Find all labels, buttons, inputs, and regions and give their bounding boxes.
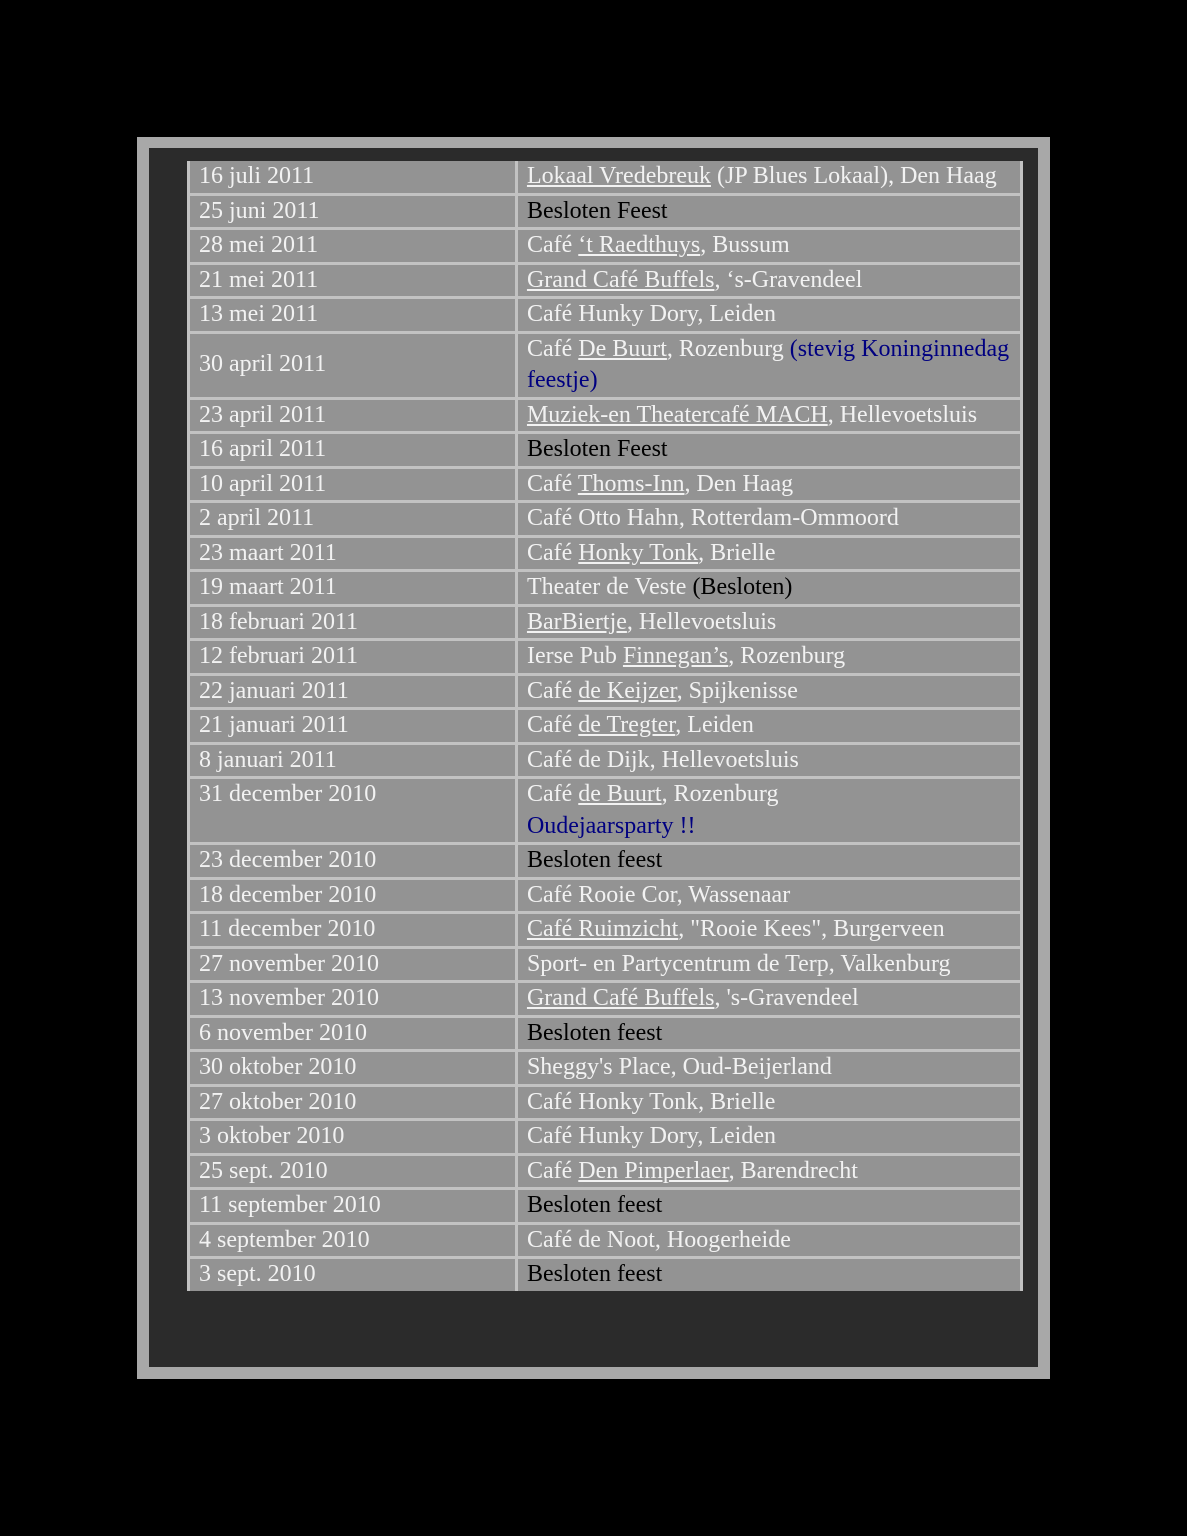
table-row [189,878,1022,913]
table-row [189,605,1022,640]
date-cell: 30 april 2011 [189,332,517,398]
venue-link[interactable]: de Tregter [578,712,676,738]
venue-link[interactable]: de Keijzer [578,677,677,704]
date-cell: 28 mei 2011 [189,229,517,264]
venue-text: Café [526,232,579,258]
table-row [189,398,1022,433]
date-cell: 23 maart 2011 [189,536,517,571]
venue-cell [516,778,1021,844]
venue-text: Café [526,781,579,807]
venue-cell [516,502,1021,537]
venue-text: Theater de Veste [526,574,693,600]
date-cell: 2 april 2011 [189,502,517,537]
venue-cell [516,332,1021,398]
venue-text: , "Rooie Kees", Burgerveen [678,916,945,942]
venue-text: Café [526,1157,579,1184]
date-cell: 11 december 2010 [189,913,517,948]
venue-text: Besloten feest [526,847,663,873]
date-cell: 23 december 2010 [189,844,517,879]
venue-text: Café Otto Hahn, Rotterdam-Ommoord [526,505,899,531]
venue-link[interactable]: Muziek-en Theatercafé MACH [526,401,828,428]
table-row [189,913,1022,948]
venue-link[interactable]: Grand Café Buffels [526,266,715,293]
venue-text: Besloten feest [526,1192,663,1218]
table-row [189,502,1022,537]
venue-cell [516,605,1021,640]
date-cell: 11 september 2010 [189,1189,517,1224]
venue-text: , Brielle [698,539,776,566]
venue-text: Café [526,335,579,362]
table-row [189,1189,1022,1224]
table-row [189,161,1022,194]
venue-cell [516,194,1021,229]
venue-link[interactable]: Café Ruimzicht [526,916,679,942]
venue-cell [516,229,1021,264]
date-cell: 4 september 2010 [189,1223,517,1258]
venue-text: Café Hunky Dory, Leiden [526,1123,776,1149]
table-row [189,571,1022,606]
table-row [189,433,1022,468]
venue-cell [516,433,1021,468]
table-row [189,194,1022,229]
venue-cell [516,1189,1021,1224]
venue-text: , Rozenburg [666,335,790,362]
table-row [189,844,1022,879]
venue-cell [516,1120,1021,1155]
venue-link[interactable]: ‘t Raedthuys [578,232,701,258]
table-row [189,674,1022,709]
date-cell: 21 januari 2011 [189,709,517,744]
venue-cell [516,536,1021,571]
venue-text: Besloten feest [526,1019,663,1046]
venue-text: , Hellevoetsluis [827,401,978,428]
venue-link[interactable]: Honky Tonk [578,539,699,566]
date-cell: 25 sept. 2010 [189,1154,517,1189]
schedule-panel [149,148,1038,1367]
venue-text: Café [526,677,579,704]
venue-cell [516,913,1021,948]
venue-cell [516,161,1021,194]
venue-text: (JP Blues Lokaal), Den Haag [710,163,997,189]
venue-text: , 's-Gravendeel [714,985,859,1011]
venue-cell [516,709,1021,744]
venue-cell [516,1016,1021,1051]
date-cell: 16 juli 2011 [189,161,517,194]
venue-link[interactable]: Grand Café Buffels [526,985,715,1011]
venue-text: Café de Noot, Hoogerheide [526,1226,791,1253]
date-cell: 3 sept. 2010 [189,1258,517,1291]
date-cell: 21 mei 2011 [189,263,517,298]
venue-cell [516,878,1021,913]
venue-text: , Spijkenisse [676,677,798,704]
venue-link[interactable]: De Buurt [578,335,667,362]
venue-link[interactable]: BarBiertje [526,608,627,635]
table-row [189,229,1022,264]
table-row [189,263,1022,298]
venue-text: Ierse Pub [526,643,623,669]
table-row [189,467,1022,502]
venue-text: Sheggy's Place, Oud-Beijerland [526,1054,832,1080]
table-row [189,1016,1022,1051]
date-cell: 23 april 2011 [189,398,517,433]
venue-text: Sport- en Partycentrum de Terp, Valkenburg [526,950,951,977]
event-note: (stevig Koninginnedag feestje) [526,335,1010,393]
venue-text: Besloten Feest [526,197,668,224]
table-row [189,778,1022,844]
venue-cell [516,298,1021,333]
venue-text: Café Hunky Dory, Leiden [526,301,776,327]
venue-text: Café [526,712,579,738]
venue-cell [516,947,1021,982]
gig-schedule-body [189,161,1022,1291]
table-row [189,536,1022,571]
table-row [189,947,1022,982]
venue-link[interactable]: Thoms-Inn [577,470,685,497]
table-row [189,982,1022,1017]
venue-link[interactable]: de Buurt [578,781,662,807]
table-row [189,1051,1022,1086]
venue-cell [516,640,1021,675]
event-note: Oudejaarsparty !! [526,812,696,839]
table-row [189,640,1022,675]
date-cell: 6 november 2010 [189,1016,517,1051]
date-cell: 13 mei 2011 [189,298,517,333]
venue-link[interactable]: Den Pimperlaer [578,1157,729,1184]
venue-cell [516,1154,1021,1189]
date-cell: 10 april 2011 [189,467,517,502]
venue-cell [516,398,1021,433]
date-cell: 27 november 2010 [189,947,517,982]
venue-text: , ‘s-Gravendeel [714,266,863,293]
table-row [189,743,1022,778]
date-cell: 8 januari 2011 [189,743,517,778]
date-cell: 18 februari 2011 [189,605,517,640]
venue-text: (Besloten) [692,574,793,600]
date-cell: 12 februari 2011 [189,640,517,675]
venue-cell [516,743,1021,778]
date-cell: 19 maart 2011 [189,571,517,606]
table-row [189,1085,1022,1120]
venue-text: , Den Haag [684,470,794,497]
date-cell: 25 juni 2011 [189,194,517,229]
venue-text: Café [526,539,579,566]
venue-cell [516,1051,1021,1086]
venue-cell [516,1223,1021,1258]
date-cell: 3 oktober 2010 [189,1120,517,1155]
venue-text: , Hellevoetsluis [626,608,777,635]
venue-link[interactable]: Lokaal Vredebreuk [526,163,711,189]
table-row [189,298,1022,333]
venue-text: , Bussum [700,232,790,258]
venue-text: Besloten Feest [526,436,668,462]
venue-text: Café [526,470,578,497]
venue-text: , Barendrecht [728,1157,858,1184]
venue-cell [516,571,1021,606]
table-row [189,1154,1022,1189]
venue-text: , Rozenburg [728,643,846,669]
venue-cell [516,1085,1021,1120]
venue-cell [516,674,1021,709]
table-row [189,1258,1022,1291]
venue-text: , Leiden [675,712,754,738]
table-row [189,1120,1022,1155]
venue-text: Besloten feest [526,1261,663,1287]
venue-text: Café Honky Tonk, Brielle [526,1088,776,1115]
date-cell: 30 oktober 2010 [189,1051,517,1086]
venue-cell [516,982,1021,1017]
venue-text: Café de Dijk, Hellevoetsluis [526,746,799,773]
date-cell: 31 december 2010 [189,778,517,844]
venue-cell [516,467,1021,502]
venue-cell [516,263,1021,298]
table-row [189,709,1022,744]
table-row [189,332,1022,398]
date-cell: 27 oktober 2010 [189,1085,517,1120]
date-cell: 22 januari 2011 [189,674,517,709]
venue-cell [516,844,1021,879]
venue-text: , Rozenburg [661,781,779,807]
venue-cell [516,1258,1021,1291]
schedule-frame [137,137,1050,1379]
date-cell: 16 april 2011 [189,433,517,468]
date-cell: 18 december 2010 [189,878,517,913]
venue-text: Café Rooie Cor, Wassenaar [526,881,791,908]
gig-schedule-table [187,161,1023,1291]
date-cell: 13 november 2010 [189,982,517,1017]
table-row [189,1223,1022,1258]
venue-link[interactable]: Finnegan’s [622,643,729,669]
